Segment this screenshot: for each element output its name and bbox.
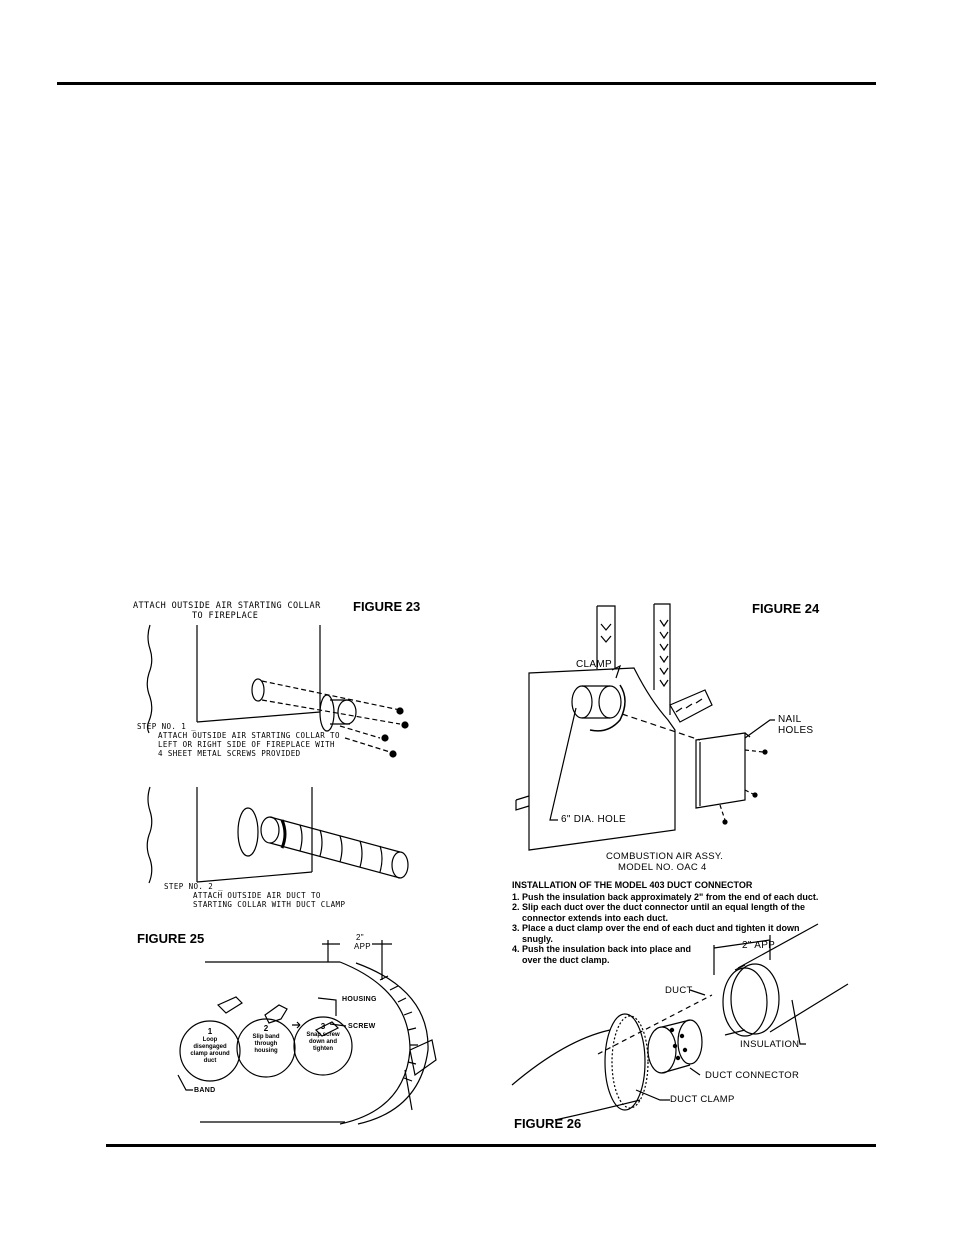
fig26-clamp-label: DUCT CLAMP: [670, 1094, 735, 1105]
fig26-step: 2. Slip each duct over the duct connector until an equal length of the connector extends into each duct.: [512, 902, 806, 923]
fig25-step2-text: Slip band through housing: [252, 1034, 280, 1054]
fig24-caption-line1: COMBUSTION AIR ASSY.: [606, 851, 724, 862]
fig23-step1-line4: 4 SHEET METAL SCREWS PROVIDED: [158, 749, 301, 758]
fig23-step1-line1: STEP NO. 1 _: [137, 722, 196, 731]
fig24-hole-label: 6" DIA. HOLE: [561, 814, 626, 825]
fig25-step1-text: Loop disengaged clamp around duct: [190, 1037, 230, 1064]
fig23-title: FIGURE 23: [353, 599, 421, 614]
fig25-step3-text: Snap screw down and tighten: [306, 1032, 340, 1052]
fig26-title: FIGURE 26: [514, 1116, 582, 1131]
fig24-title: FIGURE 24: [752, 601, 820, 616]
fig25-title: FIGURE 25: [137, 931, 205, 946]
fig26-connector-label: DUCT CONNECTOR: [705, 1070, 800, 1081]
fig25-dim-unit: APP: [354, 942, 371, 951]
fig25-band-label: BAND: [194, 1087, 216, 1094]
fig26-heading: INSTALLATION OF THE MODEL 403 DUCT CONNECTOR: [512, 880, 753, 890]
fig23-step2-line2: ATTACH OUTSIDE AIR DUCT TO: [193, 891, 321, 900]
fig26-instructions: [512, 880, 828, 965]
fig26-insulation-label: INSULATION: [740, 1039, 800, 1050]
fig24-nail-label-1: NAIL: [778, 714, 802, 725]
fig24-caption-line2: MODEL NO. OAC 4: [618, 862, 707, 873]
fig25-housing-label: HOUSING: [342, 996, 377, 1003]
fig25-screw-label: SCREW: [348, 1023, 376, 1030]
fig26-step: 1. Push the insulation back approximately 2" from the end of each duct.: [512, 891, 819, 902]
fig23-duct-attached: [147, 787, 408, 883]
fig25-step1-num: 1: [207, 1027, 213, 1036]
fig24-framing: [516, 604, 775, 850]
fig24-nail-label-2: HOLES: [778, 725, 814, 736]
fig25-step2-num: 2: [263, 1024, 269, 1033]
fig23-step1-line3: LEFT OR RIGHT SIDE OF FIREPLACE WITH: [158, 740, 335, 749]
fig25-step3-num: 3: [320, 1022, 326, 1031]
fig24-clamp-label: CLAMP: [576, 659, 612, 670]
fig23-step1-line2: ATTACH OUTSIDE AIR STARTING COLLAR TO: [158, 731, 340, 740]
fig23-step2-line3: STARTING COLLAR WITH DUCT CLAMP: [193, 900, 346, 909]
fig23-heading-line1: ATTACH OUTSIDE AIR STARTING COLLAR: [133, 601, 321, 611]
fig23-step2-line1: STEP NO. 2 _: [164, 882, 223, 891]
fig26-app-label: 2" APP.: [742, 940, 777, 951]
fig26-step: 4. Push the insulation back into place and over the duct clamp.: [512, 944, 692, 965]
fig26-step: 3. Place a duct clamp over the end of each duct and tighten it down snugly.: [512, 923, 800, 944]
fig23-heading-line2: TO FIREPLACE: [192, 611, 259, 621]
fig26-duct-label: DUCT: [665, 985, 693, 996]
fig25-dim-value: 2": [356, 933, 364, 942]
